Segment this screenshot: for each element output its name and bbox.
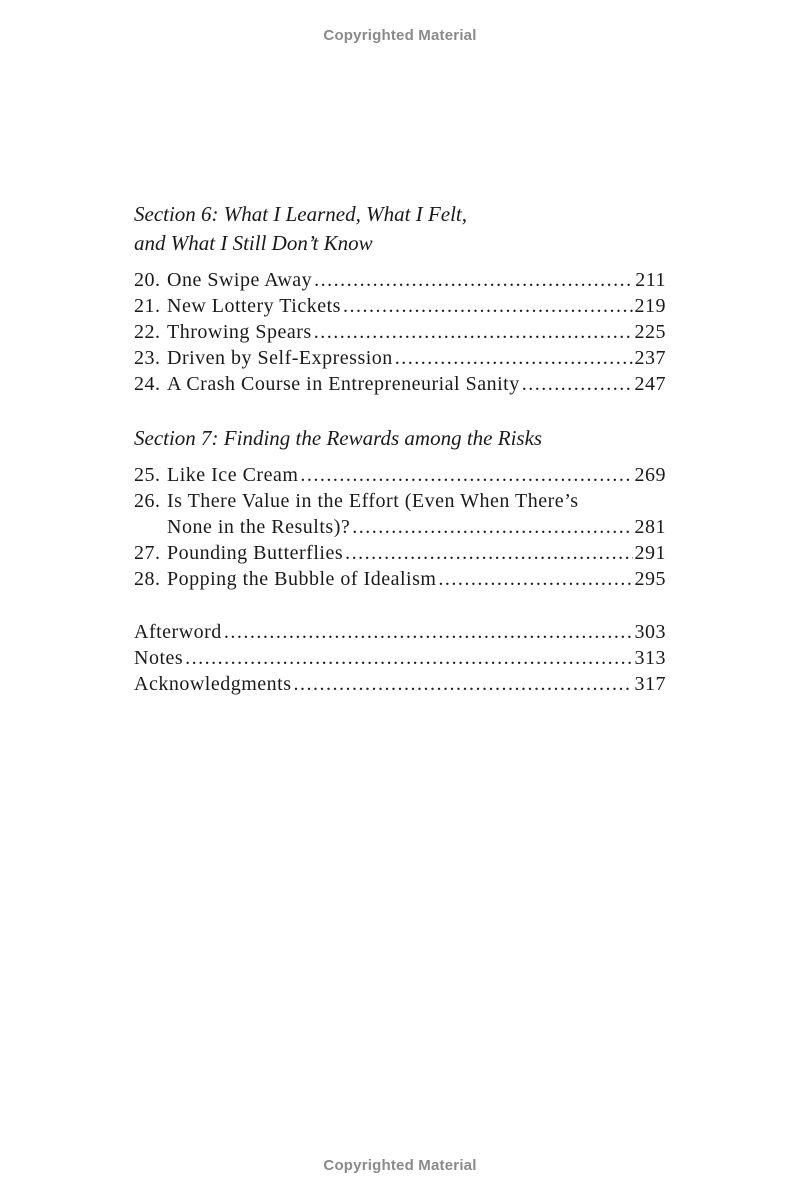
entry-page: 295 [634,568,666,590]
entry-title: One Swipe Away [167,269,313,291]
entry-number: 26. [134,490,161,512]
section-7-entries [134,462,666,592]
dot-leader [395,345,633,371]
toc-entry-24[interactable] [134,371,666,397]
entry-title: Acknowledgments [134,673,292,695]
toc-entry-26-line-1[interactable] [134,488,666,514]
toc-entry-27[interactable] [134,540,666,566]
entry-title: Afterword [134,621,222,643]
entry-page: 281 [634,516,666,538]
entry-page: 237 [634,347,666,369]
dot-leader [300,462,632,488]
entry-page: 219 [634,295,666,317]
dot-leader [185,645,632,671]
watermark-bottom: Copyrighted Material [323,1157,477,1174]
entry-title: Like Ice Cream [167,464,299,486]
entry-title: Notes [134,647,184,669]
entry-title: Popping the Bubble of Idealism [167,568,437,590]
toc-entry-acknowledgments[interactable] [134,671,666,697]
section-7-heading [134,424,666,453]
section-6-entries [134,267,666,397]
entry-title: Throwing Spears [167,321,312,343]
toc-entry-21[interactable] [134,293,666,319]
backmatter-entries [134,619,666,697]
toc-entry-22[interactable] [134,319,666,345]
dot-leader [293,671,632,697]
entry-title-line-2: None in the Results)? [167,516,351,538]
entry-number: 27. [134,542,161,564]
dot-leader [345,540,632,566]
table-of-contents [134,200,666,697]
dot-leader [224,619,633,645]
entry-number: 21. [134,295,161,317]
entry-number: 20. [134,269,161,291]
entry-page: 247 [634,373,666,395]
dot-leader [343,293,633,319]
dot-leader [352,514,632,540]
entry-page: 211 [635,269,666,291]
entry-number: 23. [134,347,161,369]
entry-page: 269 [634,464,666,486]
entry-page: 291 [634,542,666,564]
dot-leader [314,319,633,345]
toc-entry-25[interactable] [134,462,666,488]
entry-page: 303 [634,621,666,643]
section-6-heading-line-2: and What I Still Don’t Know [134,231,373,255]
section-6-heading [134,200,666,258]
entry-title: New Lottery Tickets [167,295,341,317]
entry-title-line-1: Is There Value in the Effort (Even When There’s [167,490,579,512]
entry-title: A Crash Course in Entrepreneurial Sanity [167,373,520,395]
section-7-heading-line: Section 7: Finding the Rewards among the Risks [134,426,543,450]
section-6-heading-line-1: Section 6: What I Learned, What I Felt, [134,202,468,226]
watermark-top: Copyrighted Material [323,27,477,44]
entry-number: 24. [134,373,161,395]
dot-leader [438,566,632,592]
entry-page: 225 [634,321,666,343]
entry-number: 25. [134,464,161,486]
toc-entry-afterword[interactable] [134,619,666,645]
toc-entry-23[interactable] [134,345,666,371]
entry-page: 313 [634,647,666,669]
entry-number: 22. [134,321,161,343]
toc-entry-26-line-2[interactable] [134,514,666,540]
toc-entry-notes[interactable] [134,645,666,671]
entry-number: 28. [134,568,161,590]
entry-page: 317 [634,673,666,695]
toc-entry-20[interactable] [134,267,666,293]
dot-leader [522,371,633,397]
toc-entry-28[interactable] [134,566,666,592]
dot-leader [314,267,633,293]
entry-title: Driven by Self-Expression [167,347,393,369]
entry-title: Pounding Butterflies [167,542,344,564]
